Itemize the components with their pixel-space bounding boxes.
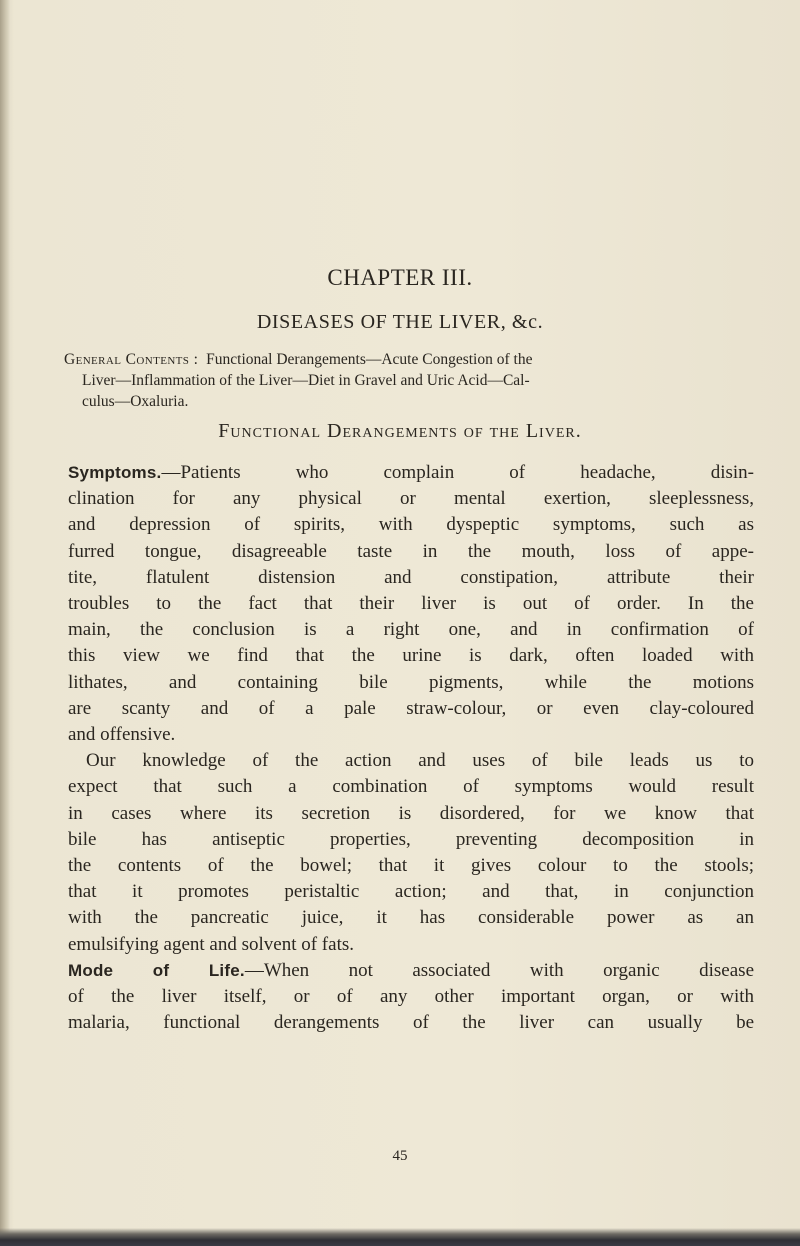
- contents-label: General Contents :: [64, 351, 199, 368]
- body-text: [68, 460, 754, 1036]
- page-binding-edge: [0, 0, 10, 1246]
- text-line: with the pancreatic juice, it has considerable power as an: [68, 907, 754, 929]
- text-line: in cases where its secretion is disordered, for we know that: [68, 802, 754, 824]
- text-line: that it promotes peristaltic action; and that, in conjunction: [68, 881, 754, 903]
- run-in-heading-mode-of-life: Mode of Life.: [68, 960, 245, 980]
- chapter-title: DISEASES OF THE LIVER, &c.: [256, 311, 544, 333]
- text-line: lithates, and containing bile pigments, while the motions: [68, 671, 754, 693]
- text-line: clination for any physical or mental exertion, sleeplessness,: [68, 488, 754, 510]
- text-line: bile has antiseptic properties, preventing decomposition in: [68, 828, 754, 850]
- text-line: Our knowledge of the action and uses of bile leads us to: [86, 750, 754, 772]
- page-number: 45: [392, 1148, 408, 1164]
- text-line: expect that such a combination of symptoms would result: [68, 776, 754, 798]
- text-line: tite, flatulent distension and constipation, attribute their: [68, 566, 754, 588]
- contents-line: culus—Oxaluria.: [82, 393, 189, 410]
- contents-line: [64, 349, 754, 370]
- text-line: troubles to the fact that their liver is out of order. In the: [68, 593, 754, 615]
- chapter-heading: CHAPTER III.: [327, 265, 473, 290]
- text-line: the contents of the bowel; that it gives colour to the stools;: [68, 855, 754, 877]
- contents-line: Liver—Inflammation of the Liver—Diet in Gravel and Uric Acid—Cal-: [82, 372, 530, 389]
- run-in-heading-symptoms: Symptoms.: [68, 463, 162, 482]
- text-line: emulsifying agent and solvent of fats.: [68, 933, 354, 955]
- general-contents: [64, 349, 754, 412]
- text-line: malaria, functional derangements of the liver can usually be: [68, 1012, 754, 1034]
- text-line: of the liver itself, or of any other important organ, or with: [68, 986, 754, 1008]
- page-bottom-edge: [0, 1228, 800, 1246]
- section-heading: Functional Derangements of the Liver.: [218, 420, 582, 442]
- text-line: and depression of spirits, with dyspeptic symptoms, such as: [68, 514, 754, 536]
- text-line: and offensive.: [68, 724, 176, 746]
- text-line: this view we find that the urine is dark, often loaded with: [68, 645, 754, 667]
- text-line: furred tongue, disagreeable taste in the mouth, loss of appe-: [68, 540, 754, 562]
- contents-text: Functional Derangements—Acute Congestion of the: [206, 351, 533, 368]
- text-line: Mode of Life.—When not associated with organic disease: [68, 959, 754, 981]
- text-line: are scanty and of a pale straw-colour, or even clay-coloured: [68, 697, 754, 719]
- text-line: main, the conclusion is a right one, and in confirmation of: [68, 619, 754, 641]
- text-line: Symptoms.—Patients who complain of headache, disin-: [68, 462, 754, 483]
